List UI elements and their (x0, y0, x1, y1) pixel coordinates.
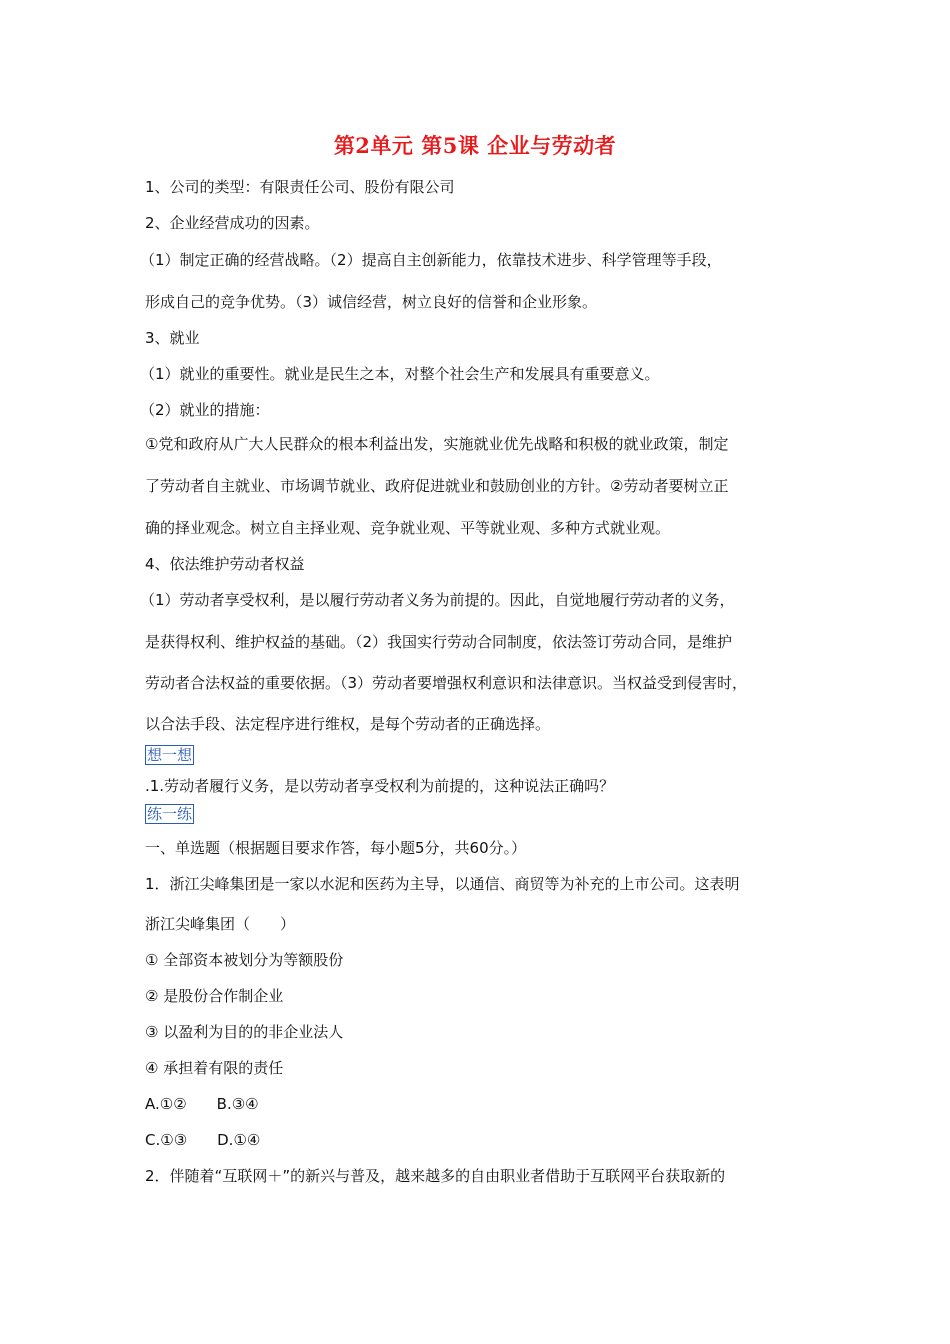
question-1-option: ① 全部资本被划分为等额股份 (145, 951, 344, 969)
think-question: .1.劳动者履行义务，是以劳动者享受权利为前提的，这种说法正确吗？ (145, 777, 615, 795)
text-line: 3、就业 (145, 329, 200, 347)
text-line: 1、公司的类型：有限责任公司、股份有限公司 (145, 178, 455, 196)
section-practice-label: 练一练 (147, 805, 193, 823)
text-line: 形成自己的竞争优势。（3）诚信经营，树立良好的信誉和企业形象。 (145, 293, 598, 311)
page-title: 第2单元 第5课 企业与劳动者 (333, 133, 617, 158)
text-line: 以合法手段、法定程序进行维权，是每个劳动者的正确选择。 (145, 715, 551, 733)
text-line: 劳动者合法权益的重要依据。（3）劳动者要增强权利意识和法律意识。当权益受到侵害时， (145, 674, 748, 692)
section-think-heading (145, 745, 194, 765)
question-1-stem-cont: 浙江尖峰集团（ ） (145, 915, 296, 933)
question-1-option: ③ 以盈利为目的的非企业法人 (145, 1023, 344, 1041)
question-1-choices: C.①③ D.①④ (145, 1131, 261, 1149)
question-1-option: ④ 承担着有限的责任 (145, 1059, 284, 1077)
section-think-label: 想一想 (147, 746, 193, 764)
text-line: 确的择业观念。树立自主择业观、竞争就业观、平等就业观、多种方式就业观。 (145, 519, 671, 537)
section-practice-heading (145, 804, 194, 824)
question-1-choices: A.①② B.③④ (145, 1095, 259, 1113)
text-line: 4、依法维护劳动者权益 (145, 555, 305, 573)
exercise-instructions: 一、单选题（根据题目要求作答，每小题5分，共60分。） (145, 839, 527, 857)
question-1-option: ② 是股份合作制企业 (145, 987, 284, 1005)
text-line: （1）制定正确的经营战略。（2）提高自主创新能力，依靠技术进步、科学管理等手段， (140, 251, 722, 269)
text-line: （1）就业的重要性。就业是民生之本，对整个社会生产和发展具有重要意义。 (140, 365, 660, 383)
text-line: 2、企业经营成功的因素。 (145, 214, 320, 232)
text-line: ①党和政府从广大人民群众的根本利益出发，实施就业优先战略和积极的就业政策，制定 (145, 435, 729, 453)
text-line: 了劳动者自主就业、市场调节就业、政府促进就业和鼓励创业的方针。②劳动者要树立正 (145, 477, 729, 495)
question-2-stem: 2．伴随着“互联网＋”的新兴与普及，越来越多的自由职业者借助于互联网平台获取新的 (145, 1167, 726, 1185)
question-1-stem: 1．浙江尖峰集团是一家以水泥和医药为主导，以通信、商贸等为补充的上市公司。这表明 (145, 875, 740, 893)
text-line: （2）就业的措施： (140, 401, 270, 419)
text-line: （1）劳动者享受权利，是以履行劳动者义务为前提的。因此，自觉地履行劳动者的义务， (140, 591, 735, 609)
text-line: 是获得权利、维护权益的基础。（2）我国实行劳动合同制度，依法签订劳动合同，是维护 (145, 633, 733, 651)
